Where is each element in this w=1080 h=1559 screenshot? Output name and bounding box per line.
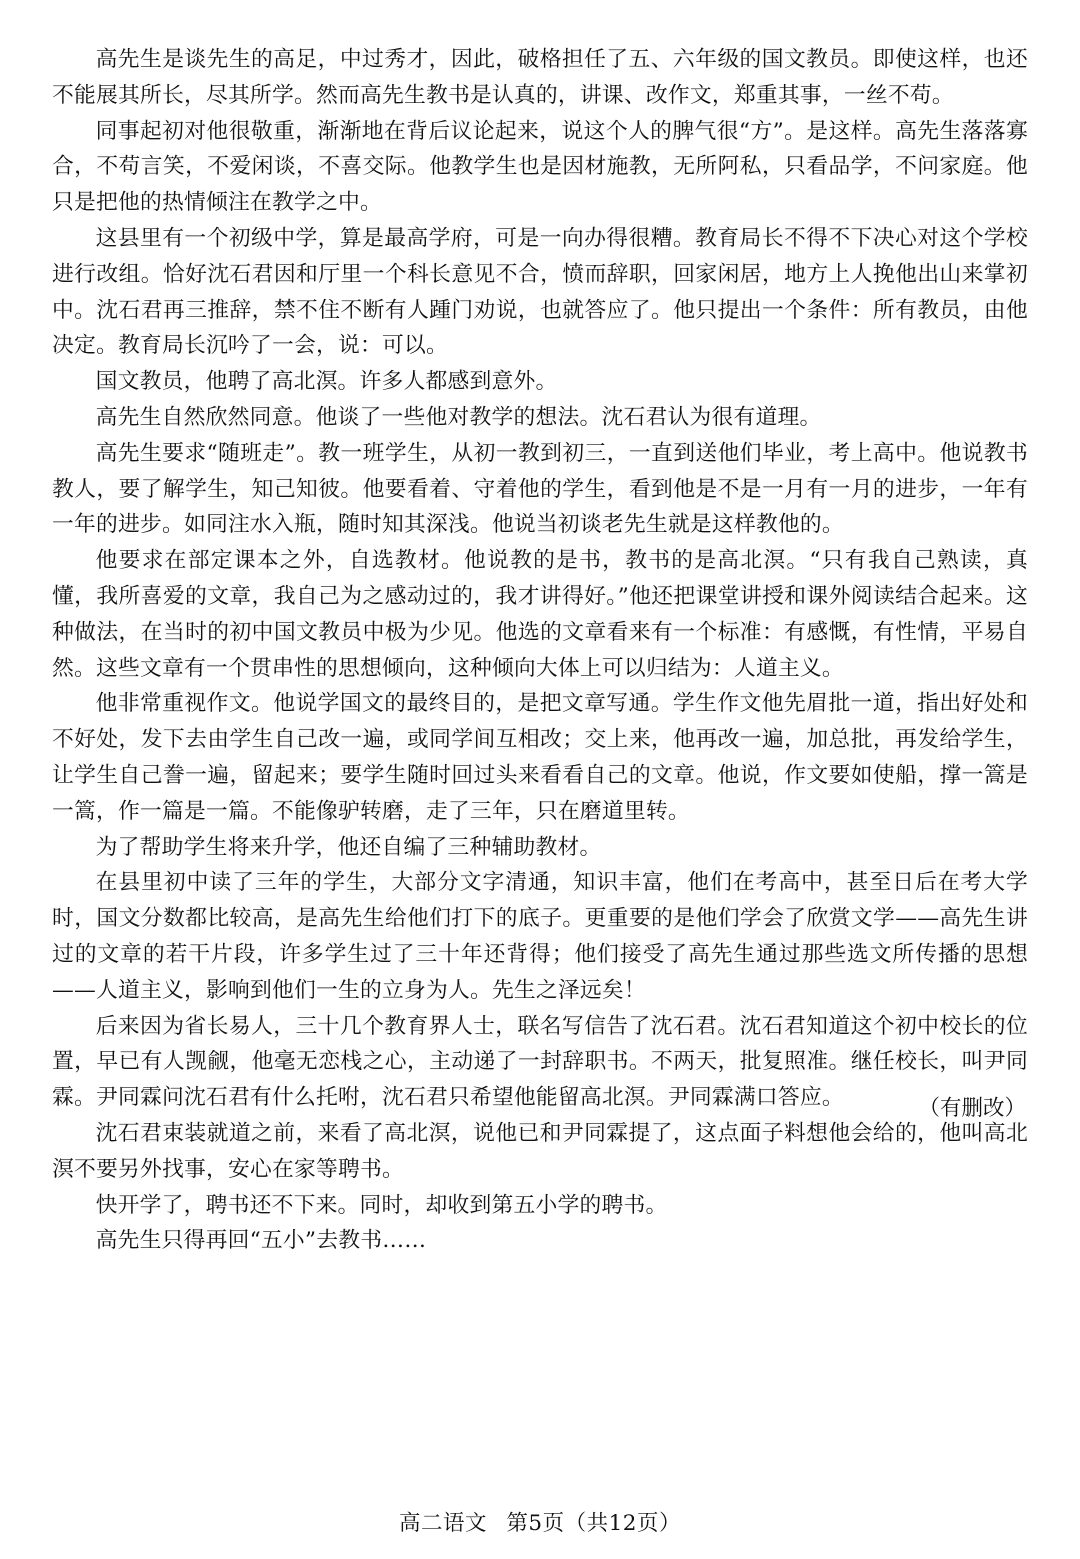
abridged-note: （有删改） — [918, 1096, 1026, 1121]
paragraph: 同事起初对他很敬重，渐渐地在背后议论起来，说这个人的脾气很“方”。是这样。高先生落落寡合，不苟言笑，不爱闲谈，不喜交际。他教学生也是因材施教，无所阿私，只看品学，不问家庭。他只是把他的热情倾注在教学之中。 — [52, 118, 1028, 216]
article-body — [52, 42, 1028, 1259]
page-footer — [0, 1509, 1080, 1539]
paragraph: 他非常重视作文。他说学国文的最终目的，是把文章写通。学生作文他先眉批一道，指出好处和不好处，发下去由学生自己改一遍，或同学间互相改；交上来，他再改一遍，加总批，再发给学生，让学生自己誊一遍，留起来；要学生随时回过头来看看自己的文章。他说，作文要如使船，撑一篙是一篙，作一篇是一篇。不能像驴转磨，走了三年，只在磨道里转。 — [52, 691, 1028, 824]
paragraph: 在县里初中读了三年的学生，大部分文字清通，知识丰富，他们在考高中，甚至日后在考大学时，国文分数都比较高，是高先生给他们打下的底子。更重要的是他们学会了欣赏文学——高先生讲过的文章的若干片段，许多学生过了三十年还背得；他们接受了高先生通过那些选文所传播的思想——人道主义，影响到他们一生的立身为人。先生之泽远矣！ — [52, 870, 1028, 1003]
paragraph: 高先生是谈先生的高足，中过秀才，因此，破格担任了五、六年级的国文教员。即使这样，也还不能展其所长，尽其所学。然而高先生教书是认真的，讲课、改作文，郑重其事，一丝不苟。 — [52, 47, 1028, 108]
paragraph: 高先生要求“随班走”。教一班学生，从初一教到初三，一直到送他们毕业，考上高中。他说教书教人，要了解学生，知己知彼。他要看着、守着他的学生，看到他是不是一月有一月的进步，一年有一年的进步。如同注水入瓶，随时知其深浅。他说当初谈老先生就是这样教他的。 — [52, 440, 1028, 538]
paragraph: 他要求在部定课本之外，自选教材。他说教的是书，教书的是高北溟。“只有我自己熟读，真懂，我所喜爱的文章，我自己为之感动过的，我才讲得好。”他还把课堂讲授和课外阅读结合起来。这种做法，在当时的初中国文教员中极为少见。他选的文章看来有一个标准：有感慨，有性情，平易自然。这些文章有一个贯串性的思想倾向，这种倾向大体上可以归结为：人道主义。 — [52, 548, 1028, 681]
footer-page-number: 第5页（共12页） — [506, 1511, 681, 1536]
paragraph: 这县里有一个初级中学，算是最高学府，可是一向办得很糟。教育局长不得不下决心对这个学校进行改组。恰好沈石君因和厅里一个科长意见不合，愤而辞职，回家闲居，地方上人挽他出山来掌初中。沈石君再三推辞，禁不住不断有人踵门劝说，也就答应了。他只提出一个条件：所有教员，由他决定。教育局长沉吟了一会，说：可以。 — [52, 225, 1028, 359]
paragraph: 国文教员，他聘了高北溟。许多人都感到意外。 — [95, 369, 558, 395]
paragraph: 沈石君束装就道之前，来看了高北溟，说他已和尹同霖提了，这点面子料想他会给的，他叫高北溟不要另外找事，安心在家等聘书。 — [52, 1120, 1028, 1182]
paragraph: 快开学了，聘书还不下来。同时，却收到第五小学的聘书。 — [95, 1192, 668, 1218]
paragraph: 后来因为省长易人，三十几个教育界人士，联名写信告了沈石君。沈石君知道这个初中校长的位置，早已有人觊觎，他毫无恋栈之心，主动递了一封辞职书。不两天，批复照准。继任校长，叫尹同霖。尹同霖问沈石君有什么托咐，沈石君只希望他能留高北溟。尹同霖满口答应。 — [52, 1013, 1028, 1111]
paragraph: 为了帮助学生将来升学，他还自编了三种辅助教材。 — [95, 834, 602, 860]
footer-subject: 高二语文 — [399, 1511, 488, 1536]
paragraph: 高先生自然欣然同意。他谈了一些他对教学的想法。沈石君认为很有道理。 — [95, 404, 822, 430]
paragraph: 高先生只得再回“五小”去教书…… — [95, 1228, 427, 1254]
